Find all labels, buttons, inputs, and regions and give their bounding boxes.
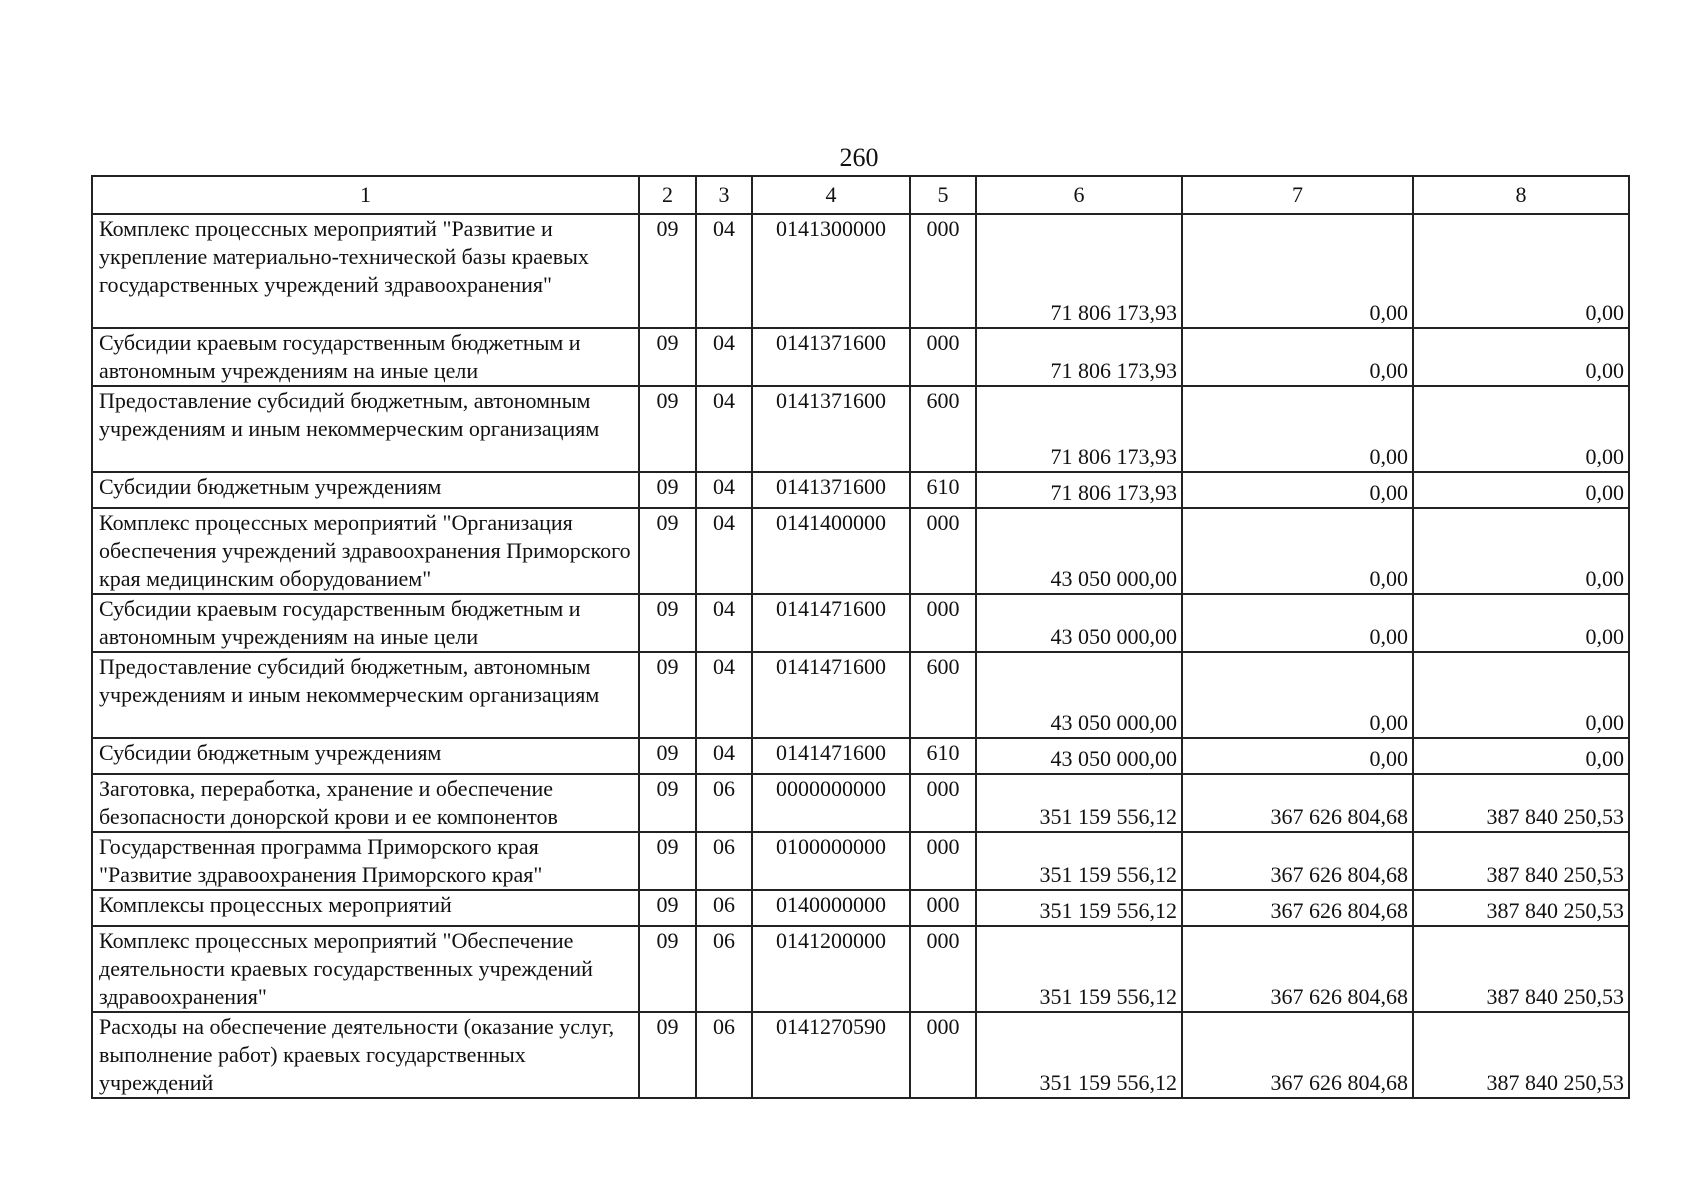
col7-value: 0,00: [1182, 594, 1413, 652]
col5-code: 610: [910, 738, 976, 774]
col2-code: 09: [639, 386, 696, 472]
header-cell: 6: [976, 176, 1182, 214]
col8-value: 0,00: [1413, 508, 1629, 594]
table-row: [92, 774, 1629, 832]
row-name: Субсидии краевым государственным бюджетным и автономным учреждениям на иные цели: [92, 594, 639, 652]
table-row: [92, 214, 1629, 328]
table-row: [92, 832, 1629, 890]
col6-value: 71 806 173,93: [976, 214, 1182, 328]
row-name: Предоставление субсидий бюджетным, автономным учреждениям и иным некоммерческим организациям: [92, 386, 639, 472]
col7-value: 0,00: [1182, 328, 1413, 386]
col8-value: 0,00: [1413, 652, 1629, 738]
col8-value: 0,00: [1413, 738, 1629, 774]
col4-code: 0141200000: [752, 926, 910, 1012]
col8-value: 387 840 250,53: [1413, 926, 1629, 1012]
col5-code: 000: [910, 594, 976, 652]
col3-code: 06: [696, 1012, 752, 1098]
table-row: [92, 890, 1629, 926]
col6-value: 71 806 173,93: [976, 472, 1182, 508]
row-name: Субсидии краевым государственным бюджетным и автономным учреждениям на иные цели: [92, 328, 639, 386]
col8-value: 0,00: [1413, 386, 1629, 472]
row-name: Предоставление субсидий бюджетным, автономным учреждениям и иным некоммерческим организациям: [92, 652, 639, 738]
col7-value: 367 626 804,68: [1182, 1012, 1413, 1098]
col6-value: 71 806 173,93: [976, 328, 1182, 386]
col5-code: 000: [910, 1012, 976, 1098]
col7-value: 367 626 804,68: [1182, 832, 1413, 890]
col8-value: 0,00: [1413, 594, 1629, 652]
table-row: [92, 472, 1629, 508]
col2-code: 09: [639, 774, 696, 832]
col7-value: 367 626 804,68: [1182, 890, 1413, 926]
col6-value: 71 806 173,93: [976, 386, 1182, 472]
header-row: [92, 176, 1629, 214]
col3-code: 06: [696, 832, 752, 890]
col6-value: 43 050 000,00: [976, 738, 1182, 774]
col6-value: 351 159 556,12: [976, 890, 1182, 926]
col3-code: 04: [696, 328, 752, 386]
col7-value: 0,00: [1182, 652, 1413, 738]
table-row: [92, 652, 1629, 738]
col6-value: 351 159 556,12: [976, 774, 1182, 832]
col8-value: 387 840 250,53: [1413, 774, 1629, 832]
header-cell: 4: [752, 176, 910, 214]
col4-code: 0141371600: [752, 328, 910, 386]
col2-code: 09: [639, 1012, 696, 1098]
col2-code: 09: [639, 594, 696, 652]
col7-value: 0,00: [1182, 386, 1413, 472]
col4-code: 0141471600: [752, 594, 910, 652]
col8-value: 0,00: [1413, 472, 1629, 508]
table-row: [92, 738, 1629, 774]
col5-code: 000: [910, 214, 976, 328]
col7-value: 367 626 804,68: [1182, 774, 1413, 832]
col6-value: 351 159 556,12: [976, 832, 1182, 890]
col2-code: 09: [639, 214, 696, 328]
row-name: Комплекс процессных мероприятий "Развитие и укрепление материально-технической базы краевых государственных учреждений здравоохранения": [92, 214, 639, 328]
col2-code: 09: [639, 832, 696, 890]
col3-code: 04: [696, 652, 752, 738]
col8-value: 387 840 250,53: [1413, 1012, 1629, 1098]
col8-value: 387 840 250,53: [1413, 890, 1629, 926]
budget-table: [91, 175, 1630, 1099]
col2-code: 09: [639, 328, 696, 386]
col5-code: 000: [910, 328, 976, 386]
row-name: Субсидии бюджетным учреждениям: [92, 738, 639, 774]
col4-code: 0141471600: [752, 652, 910, 738]
row-name: Комплекс процессных мероприятий "Организация обеспечения учреждений здравоохранения Приморского края медицинским оборудованием": [92, 508, 639, 594]
col3-code: 04: [696, 472, 752, 508]
col5-code: 000: [910, 508, 976, 594]
col4-code: 0141371600: [752, 472, 910, 508]
col4-code: 0000000000: [752, 774, 910, 832]
table-row: [92, 328, 1629, 386]
header-cell: 8: [1413, 176, 1629, 214]
col8-value: 387 840 250,53: [1413, 832, 1629, 890]
col2-code: 09: [639, 926, 696, 1012]
col2-code: 09: [639, 508, 696, 594]
col3-code: 04: [696, 214, 752, 328]
row-name: Расходы на обеспечение деятельности (оказание услуг, выполнение работ) краевых государственных учреждений: [92, 1012, 639, 1098]
col6-value: 43 050 000,00: [976, 508, 1182, 594]
col5-code: 000: [910, 832, 976, 890]
col4-code: 0141400000: [752, 508, 910, 594]
header-cell: 3: [696, 176, 752, 214]
table-row: [92, 508, 1629, 594]
col4-code: 0141270590: [752, 1012, 910, 1098]
col3-code: 06: [696, 890, 752, 926]
col7-value: 0,00: [1182, 508, 1413, 594]
col6-value: 351 159 556,12: [976, 1012, 1182, 1098]
col3-code: 04: [696, 508, 752, 594]
col6-value: 43 050 000,00: [976, 652, 1182, 738]
row-name: Комплексы процессных мероприятий: [92, 890, 639, 926]
header-cell: 2: [639, 176, 696, 214]
page-number: 260: [839, 143, 879, 172]
col5-code: 000: [910, 926, 976, 1012]
col7-value: 0,00: [1182, 738, 1413, 774]
table-row: [92, 594, 1629, 652]
col4-code: 0141371600: [752, 386, 910, 472]
header-cell: 5: [910, 176, 976, 214]
col6-value: 43 050 000,00: [976, 594, 1182, 652]
col5-code: 000: [910, 774, 976, 832]
col2-code: 09: [639, 652, 696, 738]
col7-value: 367 626 804,68: [1182, 926, 1413, 1012]
col3-code: 04: [696, 594, 752, 652]
col8-value: 0,00: [1413, 328, 1629, 386]
header-cell: 1: [92, 176, 639, 214]
table-row: [92, 386, 1629, 472]
header-cell: 7: [1182, 176, 1413, 214]
col6-value: 351 159 556,12: [976, 926, 1182, 1012]
col4-code: 0141471600: [752, 738, 910, 774]
col4-code: 0100000000: [752, 832, 910, 890]
col8-value: 0,00: [1413, 214, 1629, 328]
col5-code: 600: [910, 386, 976, 472]
col5-code: 610: [910, 472, 976, 508]
col3-code: 06: [696, 774, 752, 832]
col3-code: 04: [696, 386, 752, 472]
row-name: Государственная программа Приморского края "Развитие здравоохранения Приморского края": [92, 832, 639, 890]
col2-code: 09: [639, 890, 696, 926]
row-name: Субсидии бюджетным учреждениям: [92, 472, 639, 508]
table-row: [92, 926, 1629, 1012]
row-name: Заготовка, переработка, хранение и обеспечение безопасности донорской крови и ее компонентов: [92, 774, 639, 832]
col5-code: 600: [910, 652, 976, 738]
row-name: Комплекс процессных мероприятий "Обеспечение деятельности краевых государственных учреждений здравоохранения": [92, 926, 639, 1012]
col5-code: 000: [910, 890, 976, 926]
col2-code: 09: [639, 738, 696, 774]
col7-value: 0,00: [1182, 214, 1413, 328]
col3-code: 06: [696, 926, 752, 1012]
col7-value: 0,00: [1182, 472, 1413, 508]
col3-code: 04: [696, 738, 752, 774]
col4-code: 0141300000: [752, 214, 910, 328]
col2-code: 09: [639, 472, 696, 508]
table-row: [92, 1012, 1629, 1098]
col4-code: 0140000000: [752, 890, 910, 926]
